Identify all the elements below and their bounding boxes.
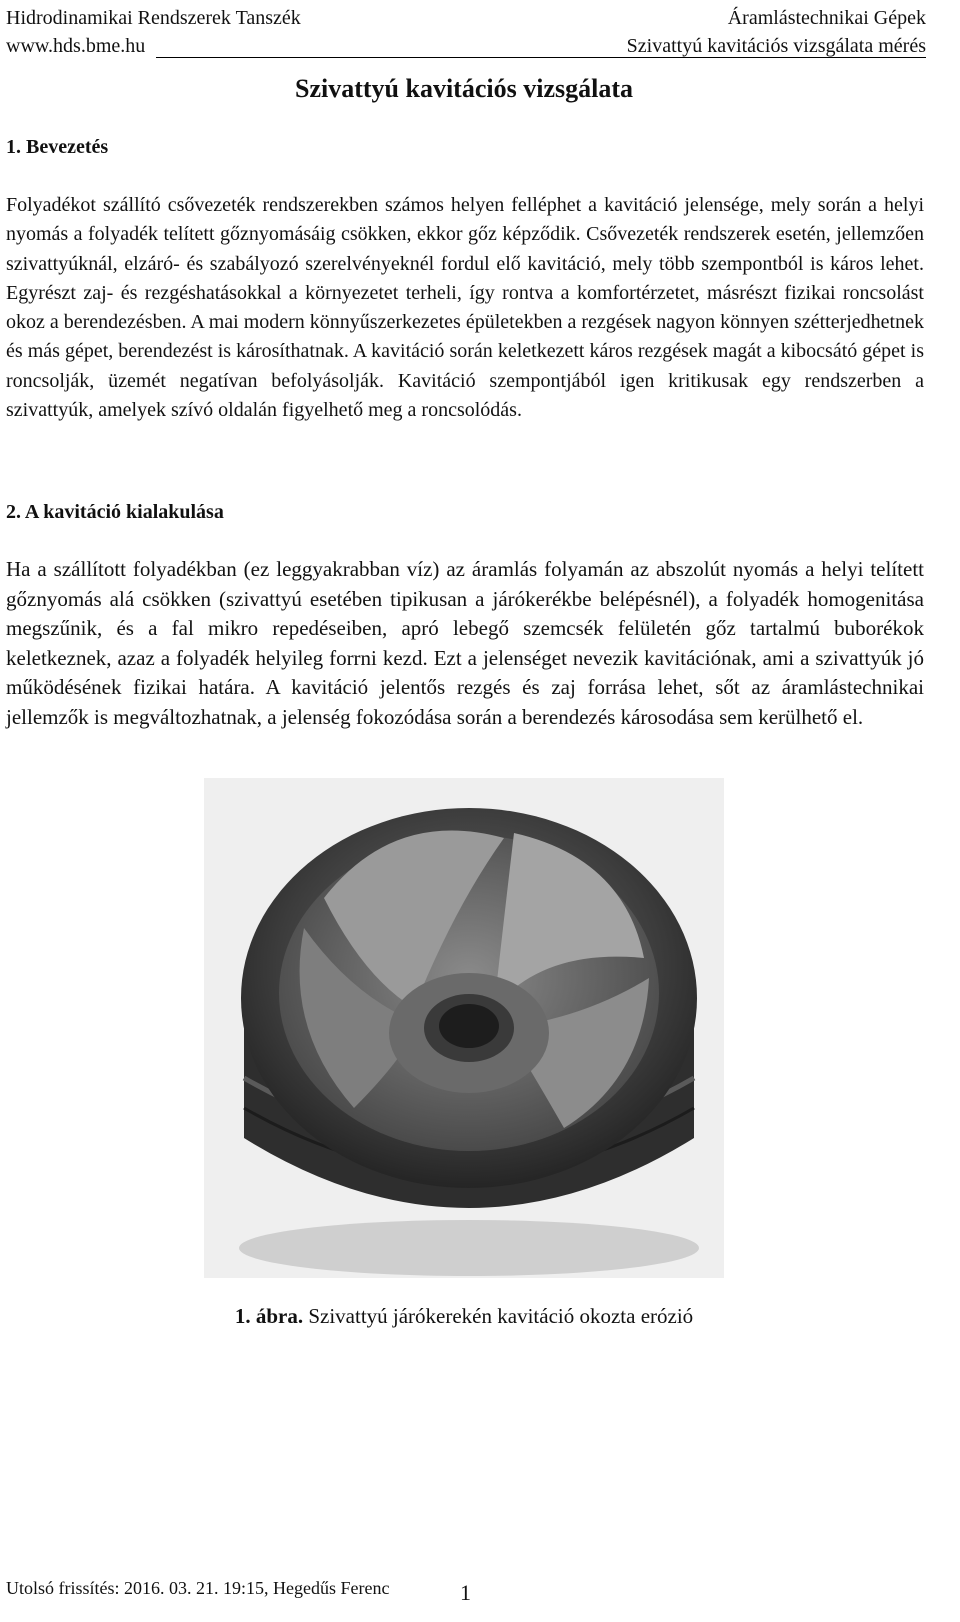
website-link[interactable]: www.hds.bme.hu	[6, 35, 146, 57]
figure-caption-text: Szivattyú járókerekén kavitáció okozta erózió	[308, 1304, 694, 1328]
page-number: 1	[460, 1580, 471, 1605]
figure-caption	[0, 1304, 928, 1329]
figure-label: 1. ábra.	[234, 1304, 304, 1328]
page-header	[6, 4, 926, 60]
document-title: Szivattyú kavitációs vizsgálata	[295, 74, 633, 103]
department-name: Hidrodinamikai Rendszerek Tanszék	[6, 7, 301, 29]
cavitation-paragraph: Ha a szállított folyadékban (ez leggyakrabban víz) az áramlás folyamán az abszolút nyomás a helyi telített gőznyomás alá csökken (szivattyú esetében tipikusan a járókerékbe belépésnél), a folyadék homogenitása megszűnik, és a fal mikro repedéseiben, apró lebegő szemcsék felületén gőz tartalmú buborékok keletkeznek, azaz a folyadék helyileg forrni kezd. Ezt a jelenséget nevezik kavitációnak, ami a szivattyúk jó működésének fizikai határa. A kavitáció jelentős rezgés és zaj forrása lehet, sőt az áramlástechnikai jellemzők is megváltozhatnak, a jelenség fokozódása során a berendezés károsodása sem kerülhető el.	[6, 557, 924, 729]
impeller-illustration	[204, 778, 724, 1278]
impeller-photo	[204, 778, 724, 1278]
header-divider	[156, 57, 926, 58]
section-heading-intro: 1. Bevezetés	[6, 136, 109, 158]
footer-update-info: Utolsó frissítés: 2016. 03. 21. 19:15, Hegedűs Ferenc	[6, 1578, 390, 1598]
document-subtitle: Szivattyú kavitációs vizsgálata mérés	[626, 35, 926, 57]
intro-paragraph: Folyadékot szállító csővezeték rendszerekben számos helyen felléphet a kavitáció jelensége, mely során a helyi nyomás a folyadék telített gőznyomásáig csökken, ekkor gőz képződik. Csővezeték rendszerek esetén, jellemzően szivattyúknál, elzáró- és szabályozó szerelvényeknél fordul elő kavitáció, mely több szempontból is káros lehet. Egyrészt zaj- és rezgéshatásokkal a környezetet terheli, így rontva a komfortérzetet, másrészt fizikai roncsolást okoz a berendezésben. A mai modern könnyűszerkezetes épületekben a rezgések nagyon könnyen szétterjedhetnek és más gépet, berendezést is károsíthatnak. A kavitáció során keletkezett káros rezgések magát a kibocsátó gépet is roncsolják, üzemét negatívan befolyásolják. Kavitáció szempontjából igen kritikusak egy rendszerben a szivattyúk, amelyek szívó oldalán figyelhető meg a roncsolódás.	[6, 194, 924, 422]
section-heading-cavitation: 2. A kavitáció kialakulása	[6, 501, 224, 523]
course-name: Áramlástechnikai Gépek	[727, 7, 926, 29]
